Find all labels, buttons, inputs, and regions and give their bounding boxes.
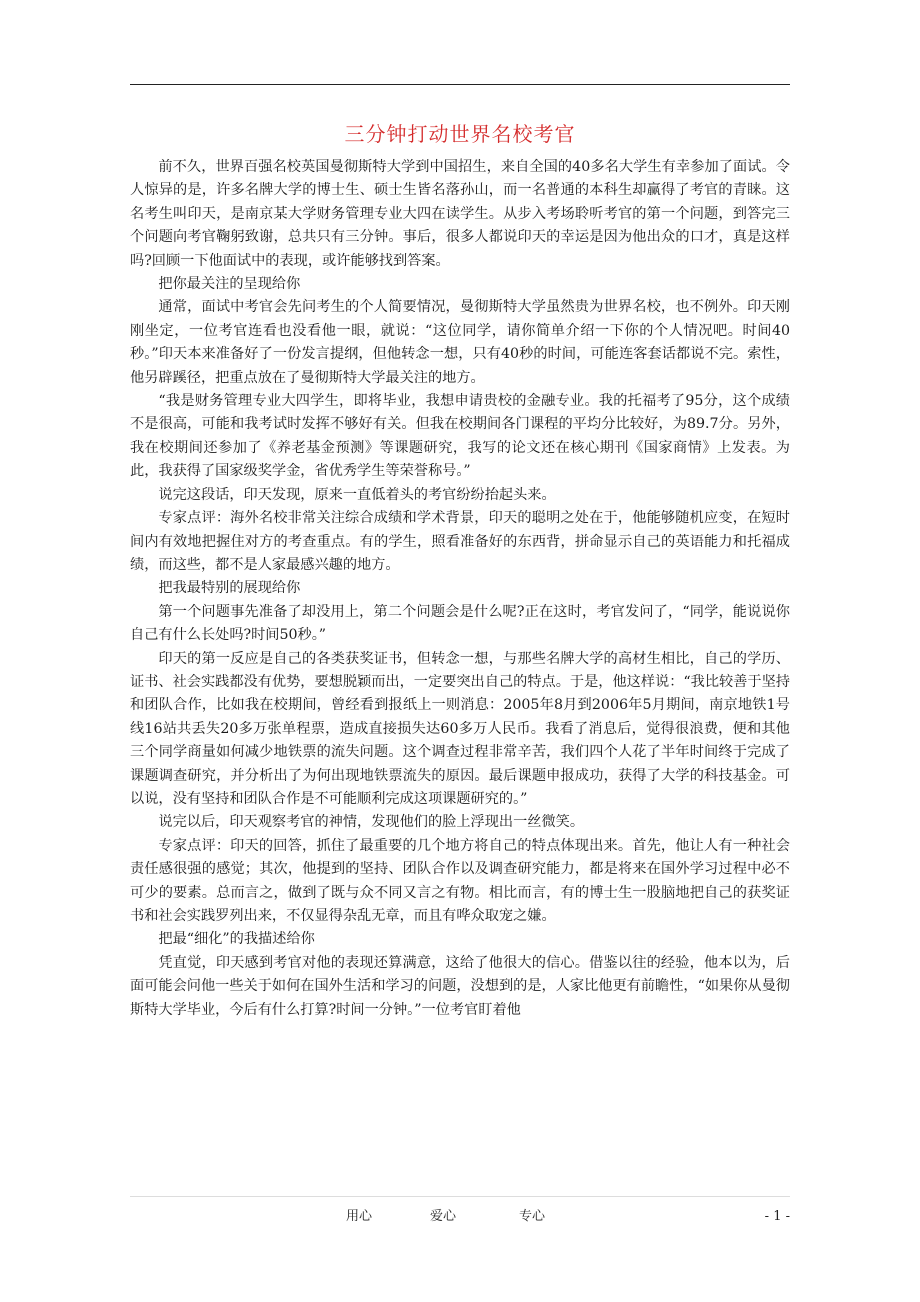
footer-motto-3: 专心 <box>519 1209 546 1224</box>
paragraph-10: 说完以后，印天观察考官的神情，发现他们的脸上浮现出一丝微笑。 <box>158 814 585 831</box>
quote-paragraph-1: “我是财务管理专业大四学生，即将毕业，我想申请贵校的金融专业。我的托福考了95分，这个成绩不是很高，可能和我考试时发挥不够好有关。但我在校期间各门课程的平均分比较好，为89.7分。另外，我在校期间还参加了《养老基金预测》等课题研究，我写的论文还在核心期刊《国家商情》上发表。为此，我获得了国家级奖学金，省优秀学生等荣誉称号。” <box>130 393 790 480</box>
paragraph-3: 通常，面试中考官会先问考生的个人简要情况，曼彻斯特大学虽然贵为世界名校，也不例外。印天刚刚坐定，一位考官连看也没看他一眼，就说：“这位同学，请你简单介绍一下你的个人情况吧。时间40秒。”印天本来准备好了一份发言提纲，但他转念一想，只有40秒的时间，可能连客套话都说不完。索性，他另辟蹊径，把重点放在了曼彻斯特大学最关注的地方。 <box>130 299 790 386</box>
footer-rule <box>130 1196 790 1197</box>
page-number: - 1 - <box>764 1209 790 1224</box>
footer-motto-2: 爱心 <box>430 1209 457 1224</box>
expert-comment-1: 专家点评：海外名校非常关注综合成绩和学术背景，印天的聪明之处在于，他能够随机应变，在短时间内有效地把握住对方的考查重点。有的学生，照看准备好的东西背，拼命显示自己的英语能力和托福成绩，而这些，都不是人家最感兴趣的地方。 <box>130 510 790 573</box>
header-rule <box>130 84 790 85</box>
document-body <box>130 156 790 1022</box>
footer-motto-1: 用心 <box>346 1209 373 1224</box>
section-heading-2: 把我最特别的展现给你 <box>158 580 301 597</box>
paragraph-8: 第一个问题事先准备了却没用上，第二个问题会是什么呢?正在这时，考官发问了，“同学，能说说你自己有什么长处吗?时间50秒。” <box>130 603 790 644</box>
paragraph-13: 凭直觉，印天感到考官对他的表现还算满意，这给了他很大的信心。借鉴以往的经验，他本以为，后面可能会问他一些关于如何在国外生活和学习的问题，没想到的是，人家比他更有前瞻性，“如果你从曼彻斯特大学毕业，今后有什么打算?时间一分钟。”一位考官盯着他 <box>130 954 790 1018</box>
paragraph-5: 说完这段话，印天发现，原来一直低着头的考官纷纷抬起头来。 <box>158 486 556 503</box>
expert-comment-2: 专家点评：印天的回答，抓住了最重要的几个地方将自己的特点体现出来。首先，他让人有一种社会责任感很强的感觉；其次，他提到的坚持、团队合作以及调查研究能力，都是将来在国外学习过程中必不可少的要素。总而言之，做到了既与众不同又言之有物。相比而言，有的博士生一股脑地把自己的获奖证书和社会实践罗列出来，不仅显得杂乱无章，而且有哗众取宠之嫌。 <box>130 837 790 924</box>
document-title: 三分钟打动世界名校考官 <box>344 122 576 146</box>
paragraph-1: 前不久，世界百强名校英国曼彻斯特大学到中国招生，来自全国的40多名大学生有幸参加了面试。令人惊异的是，许多名牌大学的博士生、硕士生皆名落孙山，而一名普通的本科生却赢得了考官的青睐。这名考生叫印天，是南京某大学财务管理专业大四在读学生。从步入考场聆听考官的第一个问题，到答完三个问题向考官鞠躬致谢，总共只有三分钟。事后，很多人都说印天的幸运是因为他出众的口才，真是这样吗?回顾一下他面试中的表现，或许能够找到答案。 <box>130 159 790 269</box>
paragraph-9: 印天的第一反应是自己的各类获奖证书，但转念一想，与那些名牌大学的高材生相比，自己的学历、证书、社会实践都没有优势，要想脱颖而出，一定要突出自己的特点。于是，他这样说：“我比较善于坚持和团队合作，比如我在校期间，曾经看到报纸上一则消息：2005年8月到2006年5月期间，南京地铁1号线16站共丢失20多万张单程票，造成直接损失达60多万人民币。我看了消息后，觉得很浪费，便和其他三个同学商量如何减少地铁票的流失问题。这个调查过程非常辛苦，我们四个人花了半年时间终于完成了课题调查研究，并分析出了为何出现地铁票流失的原因。最后课题申报成功，获得了大学的科技基金。可以说，没有坚持和团队合作是不可能顺利完成这项课题研究的。” <box>130 650 790 807</box>
section-heading-1: 把你最关注的呈现给你 <box>158 276 301 293</box>
section-heading-3: 把最“细化”的我描述给你 <box>158 931 315 948</box>
